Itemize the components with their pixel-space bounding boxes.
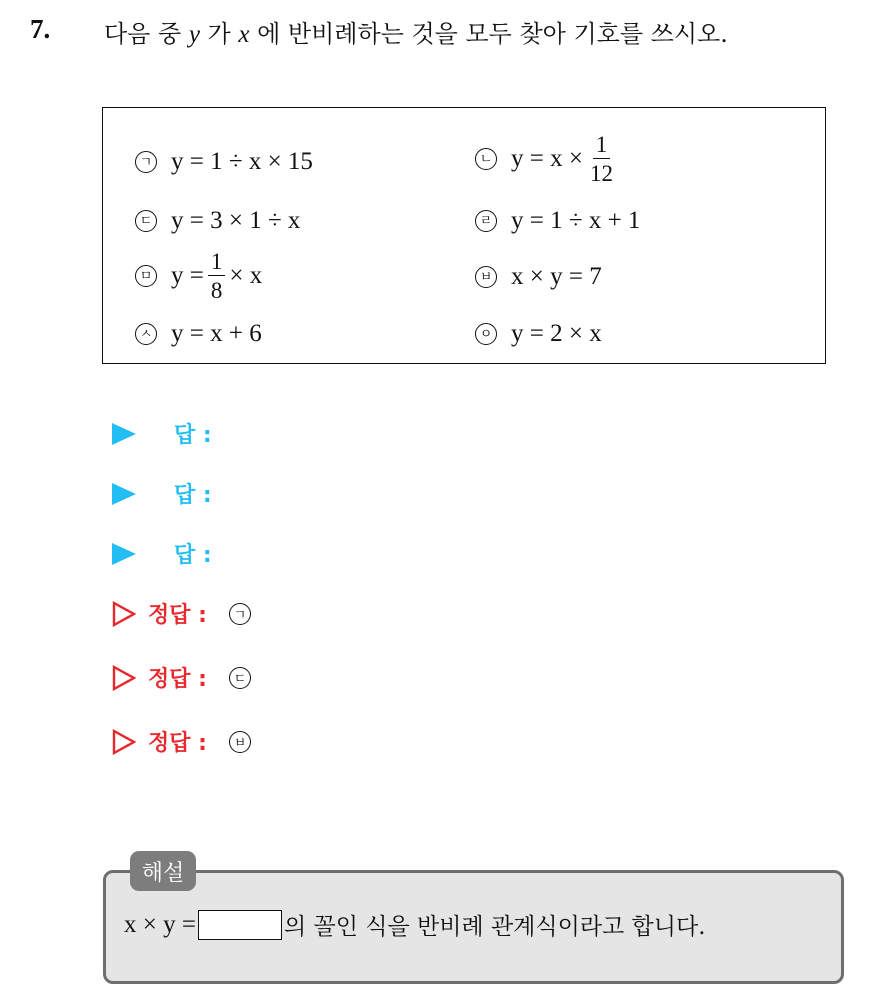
choice-expression: y = xyxy=(171,262,204,289)
play-arrow-icon xyxy=(112,543,136,565)
solution-label: 정답 : xyxy=(148,731,207,756)
choice-expression: x × y = 7 xyxy=(511,263,602,290)
choice-item xyxy=(135,250,262,302)
solution-label: 정답 : xyxy=(148,603,207,628)
solution-value: ㄱ xyxy=(229,603,251,625)
fraction xyxy=(208,250,226,302)
question-number: 7. xyxy=(30,14,51,44)
choice-expression: × x xyxy=(229,262,263,289)
explanation-tag: 해설 xyxy=(130,851,196,891)
outline-arrow-icon xyxy=(112,729,136,755)
choice-mark: ㄴ xyxy=(475,148,497,170)
play-arrow-icon xyxy=(112,423,136,445)
question-text-part: 에 반비례하는 것을 모두 찾아 기호를 쓰시오. xyxy=(249,20,728,48)
question-text xyxy=(104,14,728,49)
answer-label: 답 : xyxy=(174,543,212,568)
solution-row xyxy=(112,598,251,629)
answer-row xyxy=(112,478,212,509)
fraction xyxy=(587,133,616,185)
explanation-expression: x × y = xyxy=(124,910,196,938)
solution-value: ㅂ xyxy=(229,731,251,753)
choice-expression: y = 1 ÷ x + 1 xyxy=(511,207,641,234)
choice-mark: ㅅ xyxy=(135,323,157,345)
choice-item xyxy=(475,263,602,291)
choice-item xyxy=(135,320,262,348)
outline-arrow-icon xyxy=(112,601,136,627)
fraction-denominator: 12 xyxy=(589,161,613,186)
outline-arrow-icon xyxy=(112,665,136,691)
choice-expression: y = 2 × x xyxy=(511,320,602,347)
answer-row xyxy=(112,418,212,449)
choice-item xyxy=(135,148,313,176)
choice-mark: ㅂ xyxy=(475,266,497,288)
variable-y: y xyxy=(188,21,200,48)
fraction-numerator: 1 xyxy=(208,250,226,276)
choice-mark: ㄹ xyxy=(475,210,497,232)
solution-label: 정답 : xyxy=(148,667,207,692)
question-text-part: 다음 중 xyxy=(104,20,189,48)
choice-expression: y = x + 6 xyxy=(171,320,262,347)
variable-x: x xyxy=(238,21,250,48)
choice-expression: y = 3 × 1 ÷ x xyxy=(171,207,301,234)
choice-mark: ㄱ xyxy=(135,151,157,173)
fraction-denominator: 8 xyxy=(210,278,223,303)
choice-mark: ㅇ xyxy=(475,323,497,345)
choice-expression: y = 1 ÷ x × 15 xyxy=(171,148,313,175)
choice-item xyxy=(475,133,620,185)
solution-row xyxy=(112,726,251,757)
fraction-numerator: 1 xyxy=(593,133,611,159)
explanation-sentence: 의 꼴인 식을 반비례 관계식이라고 합니다. xyxy=(283,914,706,940)
blank-box xyxy=(198,910,282,940)
choice-mark: ㅁ xyxy=(135,265,157,287)
explanation-text xyxy=(124,908,706,941)
question-text-part: 가 xyxy=(199,20,239,48)
choice-expression: y = x × xyxy=(511,145,583,172)
choice-item xyxy=(475,207,640,235)
choice-item xyxy=(475,320,602,348)
solution-row xyxy=(112,662,251,693)
answer-label: 답 : xyxy=(174,483,212,508)
play-arrow-icon xyxy=(112,483,136,505)
choice-item xyxy=(135,207,300,235)
answer-row xyxy=(112,538,212,569)
answer-label: 답 : xyxy=(174,423,212,448)
solution-value: ㄷ xyxy=(229,667,251,689)
choice-mark: ㄷ xyxy=(135,210,157,232)
